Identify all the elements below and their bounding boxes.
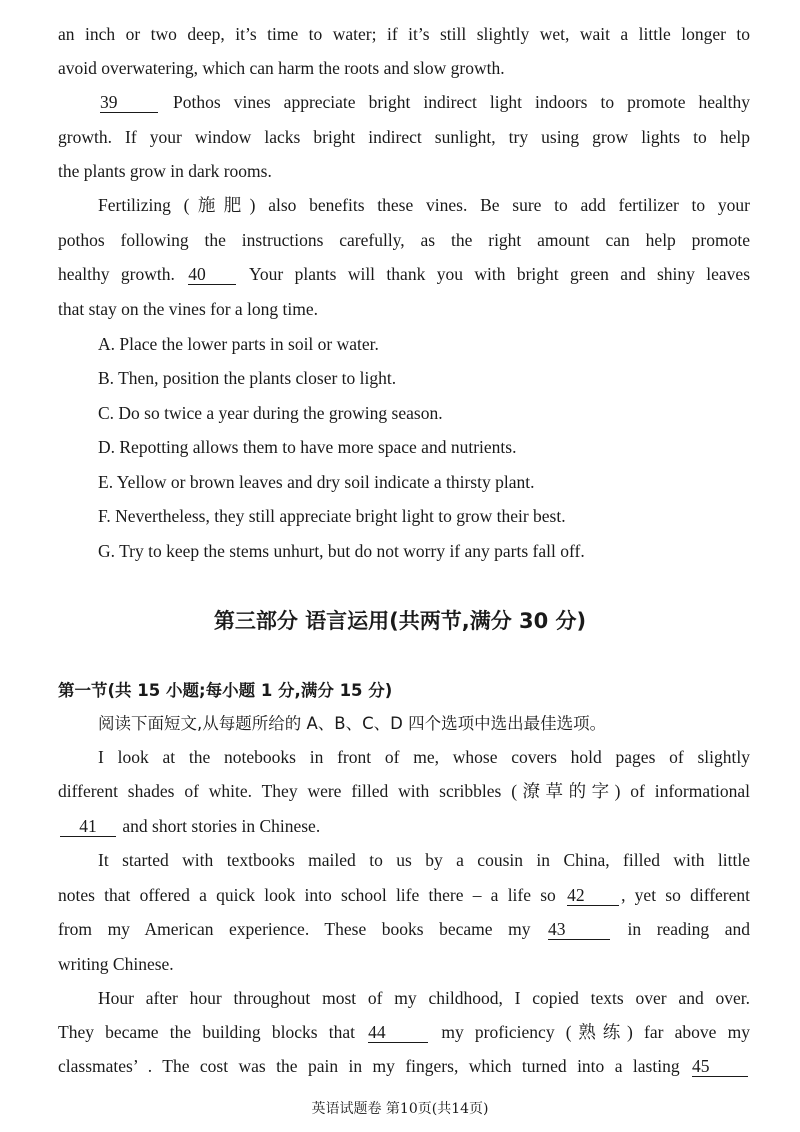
paragraph-text: Pothos vines appreciate bright indirect light indoors to promote healthy [173,92,751,112]
instruction-text: 阅读下面短文,从每题所给的 A、B、C、D 四个选项中选出最佳选项。 [98,714,607,733]
passage2-line: different shades of white. They were filled with scribbles (潦草的字) of informational [58,781,750,801]
page-footer: 英语试题卷 第10页(共14页) [311,1101,489,1117]
passage2-line [58,814,750,838]
blank-43: 43 [548,919,610,940]
passage2-line: writing Chinese. [58,954,174,974]
paragraph-40-line: that stay on the vines for a long time. [58,299,319,319]
passage2-line [58,917,750,941]
blank-44: 44 [368,1022,428,1043]
passage-line: avoid overwatering, which can harm the roots and slow growth. [58,58,505,78]
paragraph-text: notes that offered a quick look into school life there – a life so [58,885,556,905]
passage2-line [58,1054,750,1078]
paragraph-text: classmates’ . The cost was the pain in my fingers, which turned into a lasting [58,1056,680,1076]
part-three-heading: 第三部分 语言运用(共两节,满分 30 分) [213,609,587,633]
blank-39: 39 [100,92,158,113]
paragraph-39-line: growth. If your window lacks bright indirect sunlight, try using grow lights to help [58,127,750,147]
blank-42: 42 [567,885,619,906]
blank-45: 45 [692,1056,748,1077]
option-c: C. Do so twice a year during the growing season. [98,403,443,423]
paragraph-text: , yet so different [621,885,751,905]
blank-40: 40 [188,264,236,285]
option-d: D. Repotting allows them to have more space and nutrients. [98,437,517,457]
option-e: E. Yellow or brown leaves and dry soil indicate a thirsty plant. [98,472,535,492]
paragraph-40-line: Fertilizing (施肥) also benefits these vines. Be sure to add fertilizer to your [98,195,750,215]
paragraph-39-line [58,90,750,114]
option-a: A. Place the lower parts in soil or water. [98,334,379,354]
passage2-line [58,883,750,907]
paragraph-text: They became the building blocks that [58,1022,355,1042]
paragraph-39-line: the plants grow in dark rooms. [58,161,272,181]
paragraph-text: in reading and [627,919,750,939]
passage2-line: I look at the notebooks in front of me, whose covers hold pages of slightly [98,747,750,767]
passage2-line [58,1020,750,1044]
paragraph-text: my proficiency (熟练) far above my [441,1022,750,1042]
paragraph-text: and short stories in Chinese. [122,816,321,836]
paragraph-text: healthy growth. [58,264,175,284]
option-f: F. Nevertheless, they still appreciate bright light to grow their best. [98,506,566,526]
option-g: G. Try to keep the stems unhurt, but do not worry if any parts fall off. [98,541,585,561]
paragraph-40-line [58,262,750,286]
paragraph-40-line: pothos following the instructions carefully, as the right amount can help promote [58,230,750,250]
passage-line: an inch or two deep, it’s time to water; if it’s still slightly wet, wait a little longer to [58,24,750,44]
section-one-heading: 第一节(共 15 小题;每小题 1 分,满分 15 分) [58,681,393,700]
passage2-line: Hour after hour throughout most of my childhood, I copied texts over and over. [98,988,750,1008]
paragraph-text: from my American experience. These books became my [58,919,531,939]
paragraph-text: Your plants will thank you with bright green and shiny leaves [249,264,751,284]
passage2-line: It started with textbooks mailed to us by a cousin in China, filled with little [98,850,750,870]
blank-41: 41 [60,816,116,837]
option-b: B. Then, position the plants closer to light. [98,368,397,388]
